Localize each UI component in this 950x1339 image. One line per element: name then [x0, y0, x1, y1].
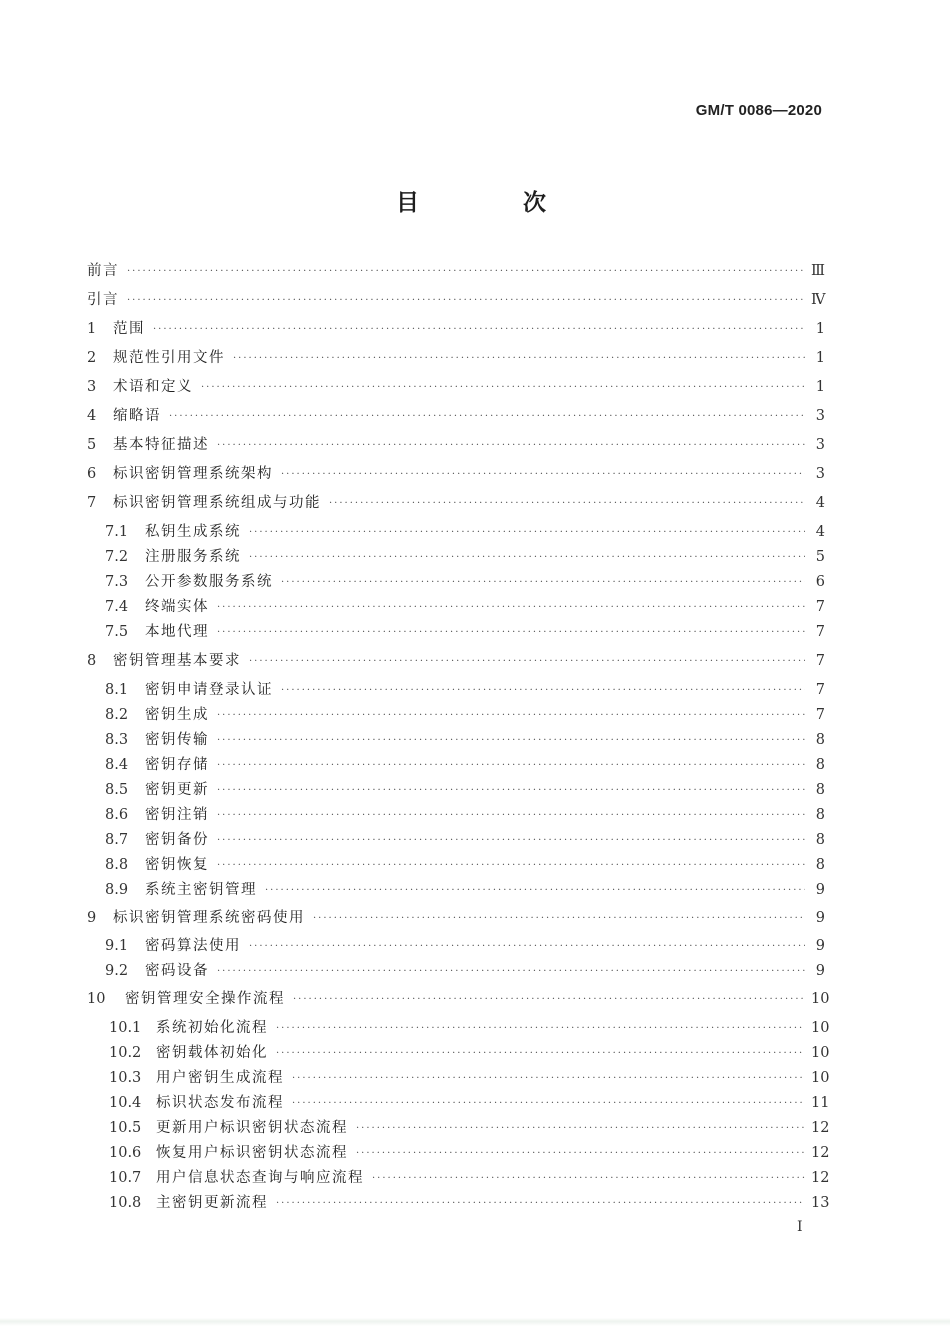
toc-entry-number: 8.6: [105, 807, 129, 823]
toc-entry[interactable]: [109, 1191, 830, 1212]
toc-entry-page: 1: [815, 379, 825, 395]
toc-entry-number: 9.2: [105, 963, 129, 979]
toc-entry[interactable]: [105, 570, 825, 591]
dot-leader: [127, 295, 805, 306]
toc-entry-number: 10.4: [109, 1095, 142, 1111]
toc-entry-page: 7: [815, 599, 825, 615]
toc-entry[interactable]: [109, 1166, 830, 1187]
toc-entry-label: 主密钥更新流程: [156, 1195, 268, 1211]
toc-entry-label: 恢复用户标识密钥状态流程: [156, 1145, 348, 1161]
toc-entry-number: 10.1: [109, 1020, 142, 1036]
toc-entry[interactable]: [109, 1141, 830, 1162]
toc-entry-label: 密钥恢复: [145, 857, 209, 873]
dot-leader: [217, 710, 805, 721]
toc-entry-label: 缩略语: [113, 408, 161, 424]
toc-entry-page: 12: [811, 1145, 830, 1161]
toc-entry-page: 12: [811, 1120, 830, 1136]
toc-entry-page: 8: [815, 732, 825, 748]
toc-entry-page: 8: [815, 782, 825, 798]
toc-entry-number: 10.7: [109, 1170, 142, 1186]
toc-entry[interactable]: [105, 545, 825, 566]
toc-entry[interactable]: [109, 1066, 830, 1087]
standard-code: GM/T 0086—2020: [695, 102, 822, 119]
toc-entry-number: 2: [87, 350, 97, 366]
toc-entry-page: 8: [815, 807, 825, 823]
dot-leader: [127, 266, 805, 277]
toc-entry[interactable]: [105, 728, 825, 749]
dot-leader: [217, 440, 805, 451]
dot-leader: [249, 656, 805, 667]
toc-entry-page: 8: [815, 832, 825, 848]
dot-leader: [217, 835, 805, 846]
toc-entry-label: 密钥备份: [145, 832, 209, 848]
toc-entry-number: 7.5: [105, 624, 129, 640]
toc-entry[interactable]: [87, 404, 825, 425]
dot-leader: [313, 913, 805, 924]
toc-entry[interactable]: [105, 853, 825, 874]
toc-entry-number: 10.3: [109, 1070, 142, 1086]
toc-entry-page: 9: [815, 910, 825, 926]
toc-entry-page: 4: [815, 495, 825, 511]
toc-entry-label: 密钥管理安全操作流程: [125, 991, 285, 1007]
toc-entry-number: 8.9: [105, 882, 129, 898]
toc-entry[interactable]: [87, 987, 830, 1008]
toc-entry-page: 1: [815, 321, 825, 337]
toc-entry-label: 密钥更新: [145, 782, 209, 798]
toc-entry-page: 3: [815, 466, 825, 482]
toc-entry-label: 用户信息状态查询与响应流程: [156, 1170, 364, 1186]
toc-entry-number: 4: [87, 408, 97, 424]
toc-entry-page: 3: [815, 437, 825, 453]
dot-leader: [265, 885, 805, 896]
toc-entry-page: 10: [811, 1070, 830, 1086]
toc-entry-number: 8: [87, 653, 97, 669]
dot-leader: [217, 966, 805, 977]
toc-entry-number: 7.1: [105, 524, 129, 540]
dot-leader: [292, 1098, 805, 1109]
dot-leader: [372, 1173, 805, 1184]
toc-entry-number: 1: [87, 321, 97, 337]
toc-entry-number: 8.7: [105, 832, 129, 848]
toc-entry[interactable]: [87, 375, 825, 396]
toc-entry-page: 13: [811, 1195, 830, 1211]
toc-entry-label: 注册服务系统: [145, 549, 241, 565]
toc-entry-page: 7: [815, 682, 825, 698]
toc-entry[interactable]: [105, 595, 825, 616]
dot-leader: [217, 735, 805, 746]
toc-entry-number: 9: [87, 910, 97, 926]
dot-leader: [281, 577, 805, 588]
toc-entry-number: 8.1: [105, 682, 129, 698]
toc-entry[interactable]: [105, 703, 825, 724]
toc-entry-page: 4: [815, 524, 825, 540]
dot-leader: [169, 411, 805, 422]
toc-entry[interactable]: [87, 906, 825, 927]
toc-entry-label: 前言: [87, 263, 119, 279]
dot-leader: [217, 602, 805, 613]
dot-leader: [153, 324, 805, 335]
toc-entry-number: 3: [87, 379, 97, 395]
dot-leader: [217, 627, 805, 638]
toc-entry-label: 标识密钥管理系统组成与功能: [113, 495, 321, 511]
toc-entry-page: 5: [815, 549, 825, 565]
toc-entry[interactable]: [105, 828, 825, 849]
toc-entry-label: 范围: [113, 321, 145, 337]
dot-leader: [293, 994, 805, 1005]
dot-leader: [356, 1148, 805, 1159]
toc-entry-page: 7: [815, 624, 825, 640]
toc-entry-number: 10.5: [109, 1120, 142, 1136]
dot-leader: [276, 1198, 805, 1209]
toc-entry-number: 8.2: [105, 707, 129, 723]
toc-entry-number: 8.4: [105, 757, 129, 773]
dot-leader: [217, 760, 805, 771]
toc-entry-page: 12: [811, 1170, 830, 1186]
toc-entry[interactable]: [87, 288, 825, 309]
dot-leader: [276, 1023, 805, 1034]
toc-entry-number: 7: [87, 495, 97, 511]
dot-leader: [249, 527, 805, 538]
toc-entry-page: 9: [815, 963, 825, 979]
toc-entry[interactable]: [87, 491, 825, 512]
toc-entry[interactable]: [105, 959, 825, 980]
toc-entry-label: 更新用户标识密钥状态流程: [156, 1120, 348, 1136]
toc-entry-number: 7.4: [105, 599, 129, 615]
dot-leader: [329, 498, 805, 509]
scan-edge: [0, 1318, 950, 1326]
dot-leader: [356, 1123, 805, 1134]
toc-entry-page: 10: [811, 1020, 830, 1036]
toc-entry-number: 9.1: [105, 938, 129, 954]
toc-entry-page: 7: [815, 707, 825, 723]
toc-entry-label: 密钥生成: [145, 707, 209, 723]
dot-leader: [201, 382, 805, 393]
toc-entry-label: 引言: [87, 292, 119, 308]
page-number: I: [797, 1219, 803, 1235]
toc-entry-label: 系统初始化流程: [156, 1020, 268, 1036]
toc-entry-number: 5: [87, 437, 97, 453]
toc-entry-number: 6: [87, 466, 97, 482]
toc-entry-label: 终端实体: [145, 599, 209, 615]
toc-entry-number: 10: [87, 991, 106, 1007]
toc-entry[interactable]: [105, 520, 825, 541]
toc-entry-page: 9: [815, 882, 825, 898]
toc-entry-label: 标识密钥管理系统架构: [113, 466, 273, 482]
toc-entry-label: 密码算法使用: [145, 938, 241, 954]
toc-entry-label: 密钥存储: [145, 757, 209, 773]
toc-entry[interactable]: [105, 778, 825, 799]
toc-entry-page: 6: [815, 574, 825, 590]
toc-entry-number: 7.2: [105, 549, 129, 565]
toc-entry-label: 术语和定义: [113, 379, 193, 395]
toc-entry-label: 密钥传输: [145, 732, 209, 748]
dot-leader: [276, 1048, 805, 1059]
toc-entry-number: 10.8: [109, 1195, 142, 1211]
page-title: 目 次: [395, 190, 594, 216]
toc-entry-label: 密钥管理基本要求: [113, 653, 241, 669]
dot-leader: [217, 785, 805, 796]
toc-entry-label: 标识密钥管理系统密码使用: [113, 910, 305, 926]
toc-entry-number: 8.5: [105, 782, 129, 798]
toc-entry-number: 8.3: [105, 732, 129, 748]
toc-entry-number: 7.3: [105, 574, 129, 590]
dot-leader: [249, 941, 805, 952]
toc-entry-label: 基本特征描述: [113, 437, 209, 453]
toc-entry[interactable]: [105, 753, 825, 774]
toc-entry[interactable]: [109, 1041, 830, 1062]
toc-entry[interactable]: [109, 1016, 830, 1037]
toc-entry-page: 8: [815, 857, 825, 873]
toc-entry-number: 10.6: [109, 1145, 142, 1161]
toc-entry[interactable]: [87, 433, 825, 454]
toc-entry-label: 密钥载体初始化: [156, 1045, 268, 1061]
dot-leader: [292, 1073, 805, 1084]
toc-entry[interactable]: [109, 1116, 830, 1137]
toc-entry-page: 10: [811, 1045, 830, 1061]
toc-entry-number: 8.8: [105, 857, 129, 873]
toc-entry-page: 1: [815, 350, 825, 366]
toc-entry[interactable]: [109, 1091, 830, 1112]
toc-entry[interactable]: [105, 803, 825, 824]
dot-leader: [217, 860, 805, 871]
toc-entry-label: 规范性引用文件: [113, 350, 225, 366]
toc-entry-label: 本地代理: [145, 624, 209, 640]
toc-entry[interactable]: [87, 317, 825, 338]
toc-entry[interactable]: [87, 259, 825, 280]
toc-entry-page: 7: [815, 653, 825, 669]
toc-entry[interactable]: [87, 462, 825, 483]
toc-entry-page: 11: [811, 1095, 830, 1111]
toc-entry-page: 9: [815, 938, 825, 954]
toc-entry[interactable]: [105, 934, 825, 955]
toc-entry[interactable]: [105, 678, 825, 699]
dot-leader: [249, 552, 805, 563]
toc-entry-label: 密钥注销: [145, 807, 209, 823]
toc-entry-page: 10: [811, 991, 830, 1007]
toc-entry-label: 密钥申请登录认证: [145, 682, 273, 698]
toc-entry-label: 私钥生成系统: [145, 524, 241, 540]
toc-entry-page: 8: [815, 757, 825, 773]
toc-entry-number: 10.2: [109, 1045, 142, 1061]
dot-leader: [281, 685, 805, 696]
toc-entry[interactable]: [105, 620, 825, 641]
toc-entry-label: 密码设备: [145, 963, 209, 979]
toc-entry-label: 用户密钥生成流程: [156, 1070, 284, 1086]
toc-entry[interactable]: [105, 878, 825, 899]
dot-leader: [217, 810, 805, 821]
toc-entry-label: 公开参数服务系统: [145, 574, 273, 590]
toc-entry[interactable]: [87, 649, 825, 670]
toc-entry-page: 3: [815, 408, 825, 424]
toc-entry-page: Ⅳ: [811, 292, 826, 308]
toc-entry-page: Ⅲ: [811, 263, 825, 279]
toc-entry-label: 标识状态发布流程: [156, 1095, 284, 1111]
dot-leader: [281, 469, 805, 480]
toc-entry[interactable]: [87, 346, 825, 367]
dot-leader: [233, 353, 805, 364]
toc-entry-label: 系统主密钥管理: [145, 882, 257, 898]
